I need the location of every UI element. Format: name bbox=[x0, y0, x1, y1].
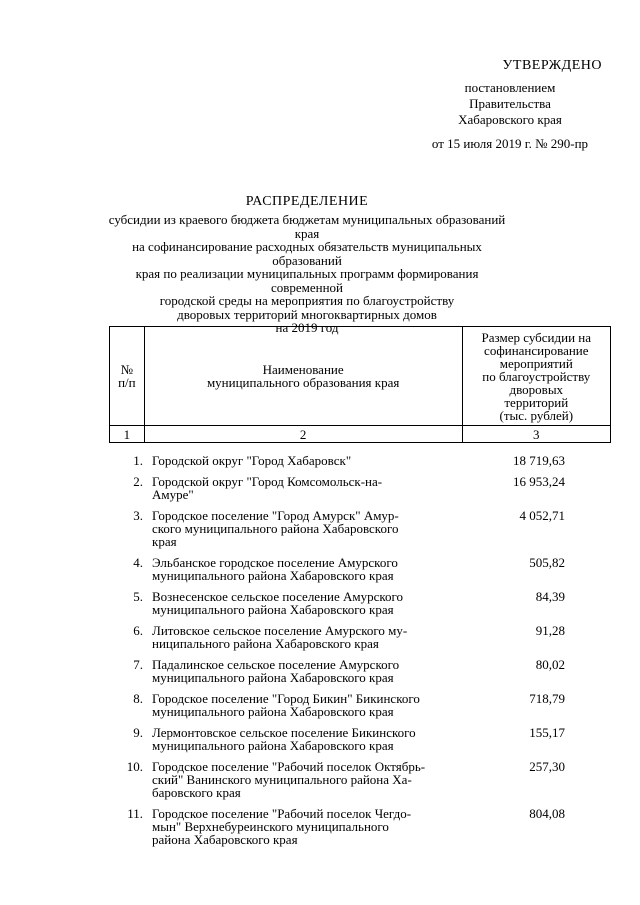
table-row bbox=[109, 475, 611, 501]
row-name-line: Городской округ "Город Комсомольск-на- bbox=[152, 474, 383, 489]
table-row bbox=[109, 692, 611, 718]
row-name-line: края bbox=[152, 534, 177, 549]
table-row bbox=[109, 556, 611, 582]
table-row bbox=[109, 760, 611, 799]
row-number: 5. bbox=[133, 589, 143, 604]
document-subtitle bbox=[100, 213, 514, 335]
row-name-line: ниципального района Хабаровского края bbox=[152, 636, 379, 651]
row-amount: 16 953,24 bbox=[513, 474, 565, 489]
row-amount: 155,17 bbox=[529, 725, 565, 740]
row-name bbox=[143, 726, 452, 752]
approval-block bbox=[400, 58, 620, 152]
row-amount: 80,02 bbox=[535, 657, 565, 672]
subtitle-line: на 2019 год bbox=[275, 320, 339, 335]
table-row bbox=[109, 624, 611, 650]
table-row bbox=[109, 590, 611, 616]
row-name bbox=[143, 658, 452, 684]
row-number: 3. bbox=[133, 508, 143, 523]
table-row bbox=[109, 509, 611, 548]
table-row bbox=[109, 807, 611, 846]
row-name-line: муниципального района Хабаровского края bbox=[152, 704, 394, 719]
row-name-line: муниципального района Хабаровского края bbox=[152, 670, 394, 685]
row-number: 10. bbox=[126, 759, 143, 774]
table-body bbox=[109, 454, 611, 846]
row-name-line: ский" Ванинского муниципального района Ха- bbox=[152, 772, 412, 787]
row-name-line: муниципального района Хабаровского края bbox=[152, 568, 394, 583]
approval-title: УТВЕРЖДЕНО bbox=[502, 58, 602, 73]
approval-date: от 15 июля 2019 г. № 290-пр bbox=[431, 136, 589, 151]
row-name-line: Вознесенское сельское поселение Амурского bbox=[152, 589, 404, 604]
row-name-line: баровского края bbox=[152, 785, 241, 800]
row-name bbox=[143, 760, 452, 799]
row-amount: 4 052,71 bbox=[519, 508, 565, 523]
row-name bbox=[143, 692, 452, 718]
table-header bbox=[109, 326, 611, 443]
approval-line: постановлением bbox=[464, 80, 556, 95]
column-number: 3 bbox=[462, 426, 610, 443]
row-number: 6. bbox=[133, 623, 143, 638]
column-number: 1 bbox=[110, 426, 145, 443]
table-row bbox=[109, 658, 611, 684]
row-number: 2. bbox=[133, 474, 143, 489]
row-name bbox=[143, 454, 452, 467]
row-amount: 718,79 bbox=[529, 691, 565, 706]
row-number: 1. bbox=[133, 453, 143, 468]
row-name-line: ского муниципального района Хабаровского bbox=[152, 521, 399, 536]
table-row bbox=[109, 454, 611, 467]
row-number: 9. bbox=[133, 725, 143, 740]
subtitle-line: дворовых территорий многоквартирных домов bbox=[177, 306, 437, 322]
header-amount: Размер субсидии на софинансирование мероприятий по благоустройству дворовых территорий (тыс. рублей) bbox=[462, 327, 610, 426]
header-num: № п/п bbox=[110, 327, 145, 426]
row-number: 7. bbox=[133, 657, 143, 672]
row-number: 11. bbox=[127, 806, 143, 821]
row-amount: 18 719,63 bbox=[513, 453, 565, 468]
column-number: 2 bbox=[144, 426, 462, 443]
approval-line: Хабаровского края bbox=[458, 112, 562, 127]
row-name-line: Городской округ "Город Хабаровск" bbox=[152, 453, 352, 468]
row-amount: 505,82 bbox=[529, 555, 565, 570]
row-name-line: Лермонтовское сельское поселение Бикинского bbox=[152, 725, 416, 740]
row-name-line: Литовское сельское поселение Амурского му- bbox=[152, 623, 408, 638]
row-name bbox=[143, 590, 452, 616]
row-name bbox=[143, 807, 452, 846]
approval-line: Правительства bbox=[469, 96, 551, 111]
row-name-line: муниципального района Хабаровского края bbox=[152, 738, 394, 753]
subtitle-line: субсидии из краевого бюджета бюджетам муниципальных образований края bbox=[108, 212, 506, 241]
row-name-line: Падалинское сельское поселение Амурского bbox=[152, 657, 400, 672]
row-name-line: мын" Верхнебуреинского муниципального bbox=[152, 819, 389, 834]
row-name bbox=[143, 556, 452, 582]
row-name-line: Городское поселение "Рабочий поселок Чегдо- bbox=[152, 806, 412, 821]
row-amount: 804,08 bbox=[529, 806, 565, 821]
table-row bbox=[109, 726, 611, 752]
row-name-line: района Хабаровского края bbox=[152, 832, 298, 847]
row-name bbox=[143, 509, 452, 548]
header-name: Наименование муниципального образования края bbox=[144, 327, 462, 426]
row-name-line: Городское поселение "Город Бикин" Бикинского bbox=[152, 691, 420, 706]
subtitle-line: городской среды на мероприятия по благоустройству bbox=[159, 293, 455, 308]
row-number: 8. bbox=[133, 691, 143, 706]
row-amount: 91,28 bbox=[535, 623, 565, 638]
row-name-line: Эльбанское городское поселение Амурского bbox=[152, 555, 398, 570]
row-name-line: Городское поселение "Рабочий поселок Октябрь- bbox=[152, 759, 426, 774]
row-name bbox=[143, 624, 452, 650]
row-name bbox=[143, 475, 452, 501]
row-name-line: Городское поселение "Город Амурск" Амур- bbox=[152, 508, 399, 523]
document-heading: РАСПРЕДЕЛЕНИЕ bbox=[245, 194, 369, 209]
subtitle-line: на софинансирование расходных обязательств муниципальных образований bbox=[132, 239, 482, 268]
row-name-line: Амуре" bbox=[152, 487, 194, 502]
row-amount: 84,39 bbox=[535, 589, 565, 604]
row-amount: 257,30 bbox=[529, 759, 565, 774]
row-name-line: муниципального района Хабаровского края bbox=[152, 602, 394, 617]
subtitle-line: края по реализации муниципальных программ формирования современной bbox=[135, 266, 479, 295]
row-number: 4. bbox=[133, 555, 143, 570]
